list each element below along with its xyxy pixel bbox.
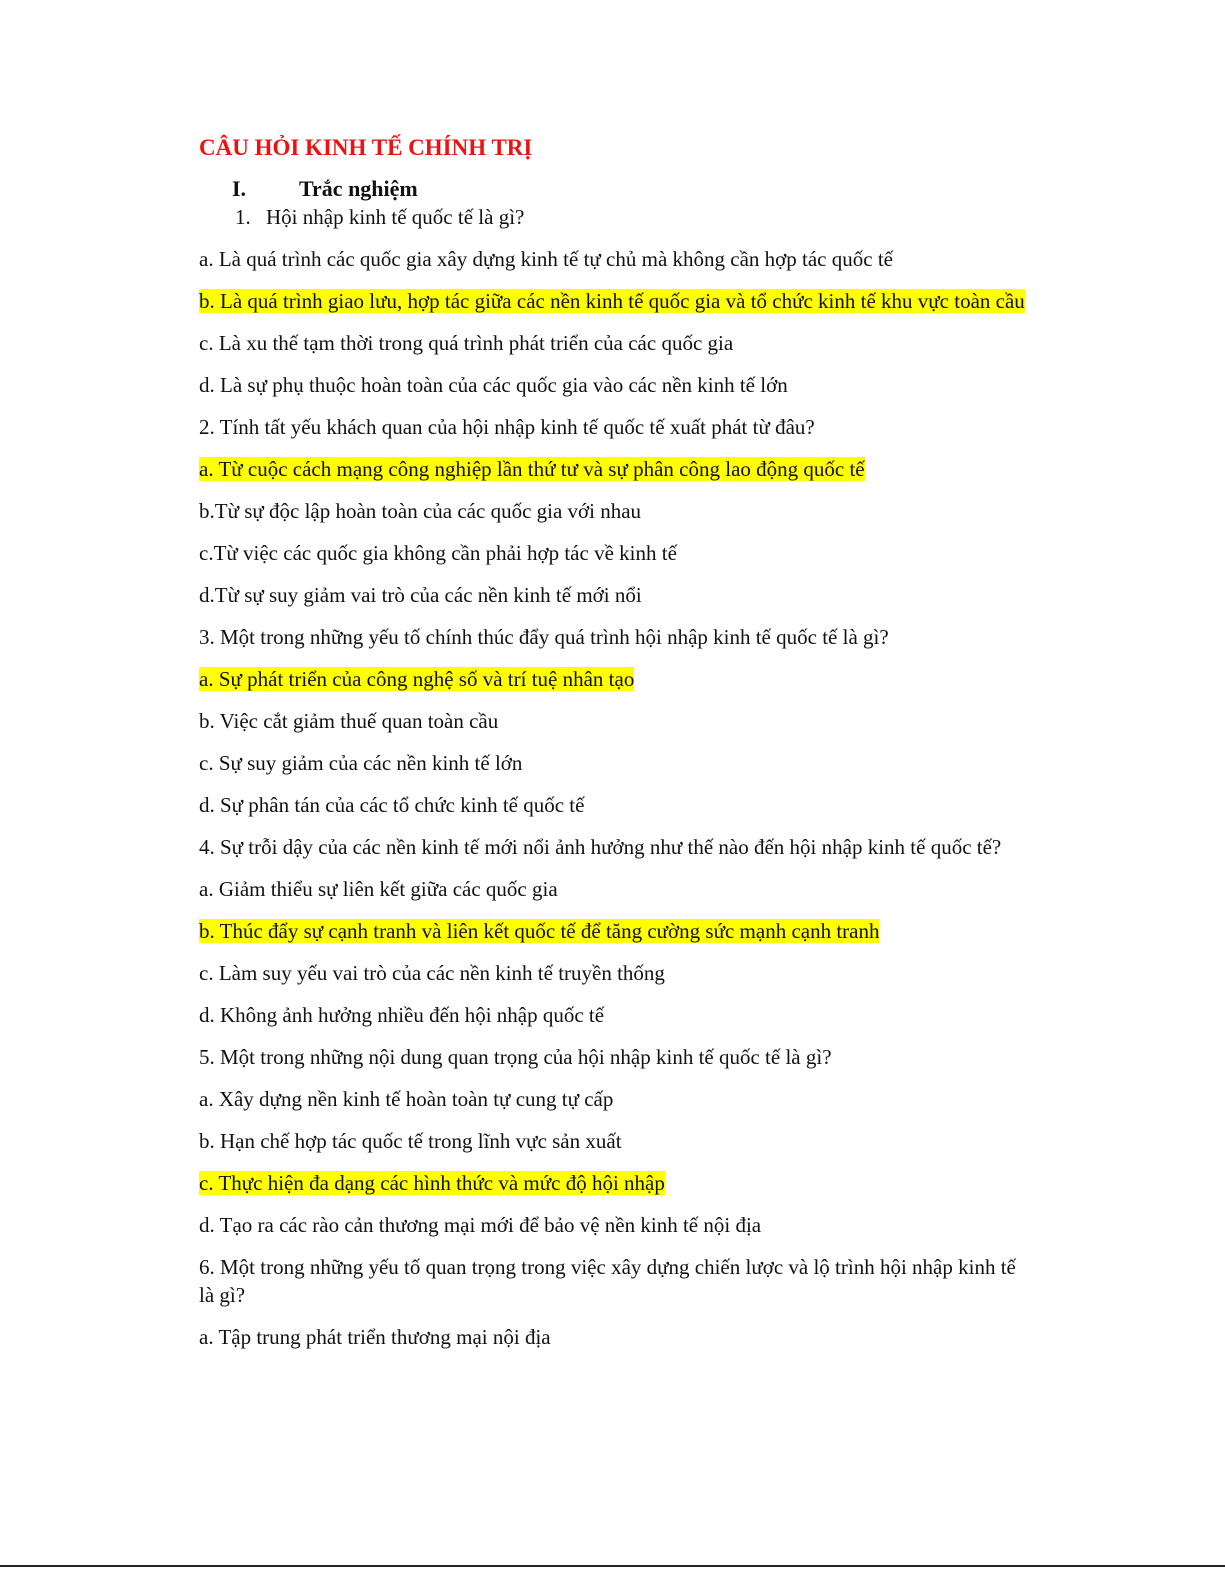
q4-option-a (199, 875, 1029, 903)
option-text: c.Từ việc các quốc gia không cần phải hợp tác về kinh tế (199, 541, 677, 565)
option-text: d. Tạo ra các rào cản thương mại mới để bảo vệ nền kinh tế nội địa (199, 1213, 762, 1237)
option-text-highlighted: a. Từ cuộc cách mạng công nghiệp lần thứ tư và sự phân công lao động quốc tế (199, 457, 865, 481)
page-bottom-edge (0, 1565, 1225, 1567)
option-text: c. Sự suy giảm của các nền kinh tế lớn (199, 751, 523, 775)
q6-option-a (199, 1323, 1029, 1351)
q1-option-d (199, 371, 1029, 399)
q4-option-c (199, 959, 1029, 987)
question-3: 3. Một trong những yếu tố chính thúc đẩy quá trình hội nhập kinh tế quốc tế là gì? (199, 625, 889, 649)
option-text-highlighted: c. Thực hiện đa dạng các hình thức và mức độ hội nhập (199, 1171, 665, 1195)
option-text: a. Là quá trình các quốc gia xây dựng kinh tế tự chủ mà không cần hợp tác quốc tế (199, 247, 893, 271)
option-text-highlighted: a. Sự phát triển của công nghệ số và trí tuệ nhân tạo (199, 667, 635, 691)
document-title: CÂU HỎI KINH TẾ CHÍNH TRỊ (199, 135, 533, 160)
q5-option-b (199, 1127, 1029, 1155)
q1-option-b (199, 287, 1029, 315)
question-6: 6. Một trong những yếu tố quan trọng trong việc xây dựng chiến lược và lộ trình hội nhập kinh tế là gì? (199, 1255, 1016, 1307)
section-number: I. (232, 176, 247, 201)
option-text: a. Tập trung phát triển thương mại nội địa (199, 1325, 551, 1349)
question-2: 2. Tính tất yếu khách quan của hội nhập kinh tế quốc tế xuất phát từ đâu? (199, 415, 815, 439)
q3-option-d (199, 791, 1029, 819)
question-1 (199, 203, 1029, 231)
q3-option-a (199, 665, 1029, 693)
option-text-highlighted: b. Là quá trình giao lưu, hợp tác giữa các nền kinh tế quốc gia và tổ chức kinh tế khu vực toàn cầu (199, 289, 1025, 313)
q2-option-c (199, 539, 1029, 567)
q5-option-d (199, 1211, 1029, 1239)
q2-option-b (199, 497, 1029, 525)
option-text: c. Làm suy yếu vai trò của các nền kinh tế truyền thống (199, 961, 665, 985)
question-1-number: 1. (235, 205, 251, 229)
option-text: a. Giảm thiểu sự liên kết giữa các quốc gia (199, 877, 558, 901)
q3-option-b (199, 707, 1029, 735)
q5-option-a (199, 1085, 1029, 1113)
q2-option-d (199, 581, 1029, 609)
option-text: b.Từ sự độc lập hoàn toàn của các quốc gia với nhau (199, 499, 642, 523)
q4-option-d (199, 1001, 1029, 1029)
q1-option-c (199, 329, 1029, 357)
question-4: 4. Sự trỗi dậy của các nền kinh tế mới nổi ảnh hưởng như thế nào đến hội nhập kinh tế quốc tế? (199, 835, 1002, 859)
question-5: 5. Một trong những nội dung quan trọng của hội nhập kinh tế quốc tế là gì? (199, 1045, 832, 1069)
option-text: c. Là xu thế tạm thời trong quá trình phát triển của các quốc gia (199, 331, 734, 355)
option-text: d. Là sự phụ thuộc hoàn toàn của các quốc gia vào các nền kinh tế lớn (199, 373, 788, 397)
option-text-highlighted: b. Thúc đẩy sự cạnh tranh và liên kết quốc tế để tăng cường sức mạnh cạnh tranh (199, 919, 880, 943)
q4-option-b (199, 917, 1029, 945)
section-heading (199, 175, 1029, 203)
document-body (199, 133, 1029, 1365)
section-label: Trắc nghiệm (299, 176, 418, 201)
option-text: d.Từ sự suy giảm vai trò của các nền kinh tế mới nổi (199, 583, 642, 607)
q1-option-a (199, 245, 1029, 273)
option-text: a. Xây dựng nền kinh tế hoàn toàn tự cung tự cấp (199, 1087, 614, 1111)
q5-option-c (199, 1169, 1029, 1197)
q3-option-c (199, 749, 1029, 777)
option-text: d. Không ảnh hưởng nhiều đến hội nhập quốc tế (199, 1003, 605, 1027)
q2-option-a (199, 455, 1029, 483)
option-text: d. Sự phân tán của các tổ chức kinh tế quốc tế (199, 793, 585, 817)
option-text: b. Việc cắt giảm thuế quan toàn cầu (199, 709, 499, 733)
option-text: b. Hạn chế hợp tác quốc tế trong lĩnh vực sản xuất (199, 1129, 622, 1153)
question-1-text: Hội nhập kinh tế quốc tế là gì? (266, 205, 525, 229)
